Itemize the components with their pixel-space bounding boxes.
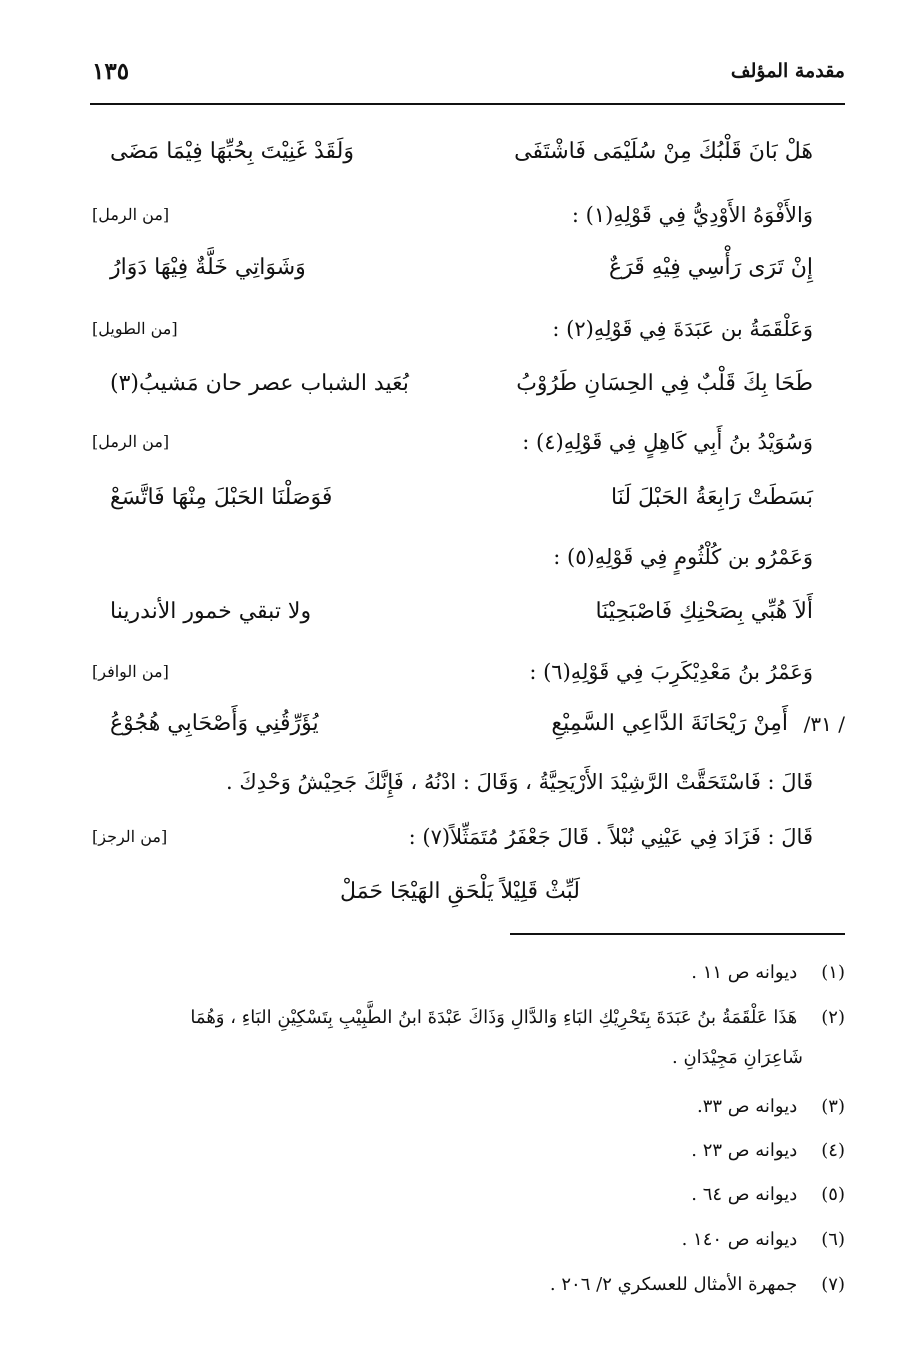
meter-label: [من الطويل] bbox=[92, 319, 178, 338]
verse-second-hemistich: يُؤَرِّقُنِي وَأَصْحَابِي هُجُوْعُ bbox=[110, 711, 319, 736]
footnote bbox=[85, 955, 845, 991]
footnote-text: هَذَا عَلْقَمَةُ بنُ عَبَدَةَ بِتَحْرِيْكِ البَاءِ وَالدَّالِ وَذَاكَ عَبْدَةَ ابنُ الطَّبِيْبِ بِتَسْكِيْنِ البَاءِ ، وَهُمَا bbox=[190, 1007, 798, 1028]
verse-first-hemistich: طَحَا بِكَ قَلْبٌ فِي الحِسَانِ طَرُوْبُ bbox=[516, 371, 813, 396]
prose-line: قَالَ : فَزَادَ فِي عَيْنِي نُبْلاً . قَالَ جَعْفَرُ مُتَمَثِّلاً(٧) : bbox=[408, 825, 813, 849]
footnote-number: (٤) bbox=[821, 1140, 845, 1161]
poet-intro: وَسُوَيْدُ بنُ أَبِي كَاهِلٍ فِي قَوْلِهِ(٤) : bbox=[522, 430, 813, 454]
footnote-continuation: شَاعِرَانِ مَجِيْدَانِ . bbox=[672, 1047, 803, 1068]
footnote-rule bbox=[510, 933, 845, 935]
footnote-text: ديوانه ص ١١ . bbox=[691, 962, 798, 983]
verse-first-hemistich: أَلاَ هُبِّي بِصَحْنِكِ فَاصْبَحِيْنَا bbox=[595, 599, 813, 624]
prose-line: قَالَ : فَاسْتَحَقَّتْ الرَّشِيْدَ الأَرْيَحِيَّةُ ، وَقَالَ : ادْنُهُ ، فَإِنَّكَ جَحِيْشُ وَحْدِكَ . bbox=[226, 770, 813, 794]
footnote-text: ديوانه ص ٢٣ . bbox=[691, 1140, 798, 1161]
verse-first-hemistich: إِنْ تَرَى رَأْسِي فِيْهِ قَرَعٌ bbox=[609, 255, 813, 280]
verse-first-hemistich: هَلْ بَانَ قَلْبُكَ مِنْ سُلَيْمَى فَاشْتَفَى bbox=[514, 139, 813, 164]
verse-second-hemistich: ولا تبقي خمور الأندرينا bbox=[110, 599, 312, 624]
footnote bbox=[85, 1177, 845, 1213]
footnote bbox=[85, 1133, 845, 1169]
footnote-text: جمهرة الأمثال للعسكري ٢/ ٢٠٦ . bbox=[549, 1274, 798, 1295]
verse-first-hemistich: بَسَطَتْ رَابِعَةُ الحَبْلَ لَنَا bbox=[610, 485, 813, 510]
header-rule bbox=[90, 103, 845, 105]
poet-intro: وَعَمْرُ بنُ مَعْدِيْكَرِبَ فِي قَوْلِهِ(٦) : bbox=[529, 660, 813, 684]
footnote-number: (١) bbox=[821, 962, 845, 983]
footnote bbox=[85, 1000, 845, 1036]
footnote-number: (٢) bbox=[821, 1007, 845, 1028]
verse-second-hemistich: وَشَوَاتِي خَلَّةٌ فِيْهَا دَوَارُ bbox=[110, 255, 306, 280]
footnote-number: (٣) bbox=[821, 1096, 845, 1117]
footnote-number: (٦) bbox=[821, 1229, 845, 1250]
poet-intro: وَعَمْرُو بن كُلْثُومٍ فِي قَوْلِهِ(٥) : bbox=[553, 545, 813, 569]
footnote bbox=[85, 1089, 845, 1125]
centered-verse: لَبِّثْ قَلِيْلاً يَلْحَقِ الهَيْجَا حَمَلْ bbox=[340, 879, 580, 904]
footnote bbox=[85, 1222, 845, 1258]
meter-label: [من الوافر] bbox=[92, 662, 169, 681]
meter-label: [من الرجز] bbox=[92, 827, 168, 846]
verse-second-hemistich: بُعَيد الشباب عصر حان مَشيبُ(٣) bbox=[110, 371, 409, 396]
footnote-text: ديوانه ص ٣٣. bbox=[696, 1096, 798, 1117]
meter-label: [من الرمل] bbox=[92, 205, 170, 224]
poet-intro: وَعَلْقَمَةُ بن عَبَدَةَ فِي قَوْلِهِ(٢) : bbox=[552, 317, 813, 341]
footnote-text: ديوانه ص ٦٤ . bbox=[691, 1184, 798, 1205]
footnote-text: ديوانه ص ١٤٠ . bbox=[681, 1229, 798, 1250]
poet-intro: وَالأَفْوَهُ الأَوْدِيُّ فِي قَوْلِهِ(١) : bbox=[571, 203, 813, 227]
page-number: ١٣٥ bbox=[92, 58, 130, 85]
footnote-number: (٧) bbox=[821, 1274, 845, 1295]
footnote-number: (٥) bbox=[821, 1184, 845, 1205]
verse-second-hemistich: وَلَقَدْ غَنِيْتَ بِحُبِّهَا فِيْمَا مَضَى bbox=[110, 139, 354, 164]
running-header-title: مقدمة المؤلف bbox=[730, 60, 845, 82]
footnote bbox=[85, 1267, 845, 1303]
meter-label: [من الرمل] bbox=[92, 432, 170, 451]
verse-second-hemistich: فَوَصَلْنَا الحَبْلَ مِنْهَا فَاتَّسَعْ bbox=[110, 485, 333, 510]
verse-first-hemistich: أَمِنْ رَيْحَانَةَ الدَّاعِي السَّمِيْعِ bbox=[551, 711, 788, 736]
manuscript-page-marker: / ٣١/ bbox=[803, 712, 845, 736]
